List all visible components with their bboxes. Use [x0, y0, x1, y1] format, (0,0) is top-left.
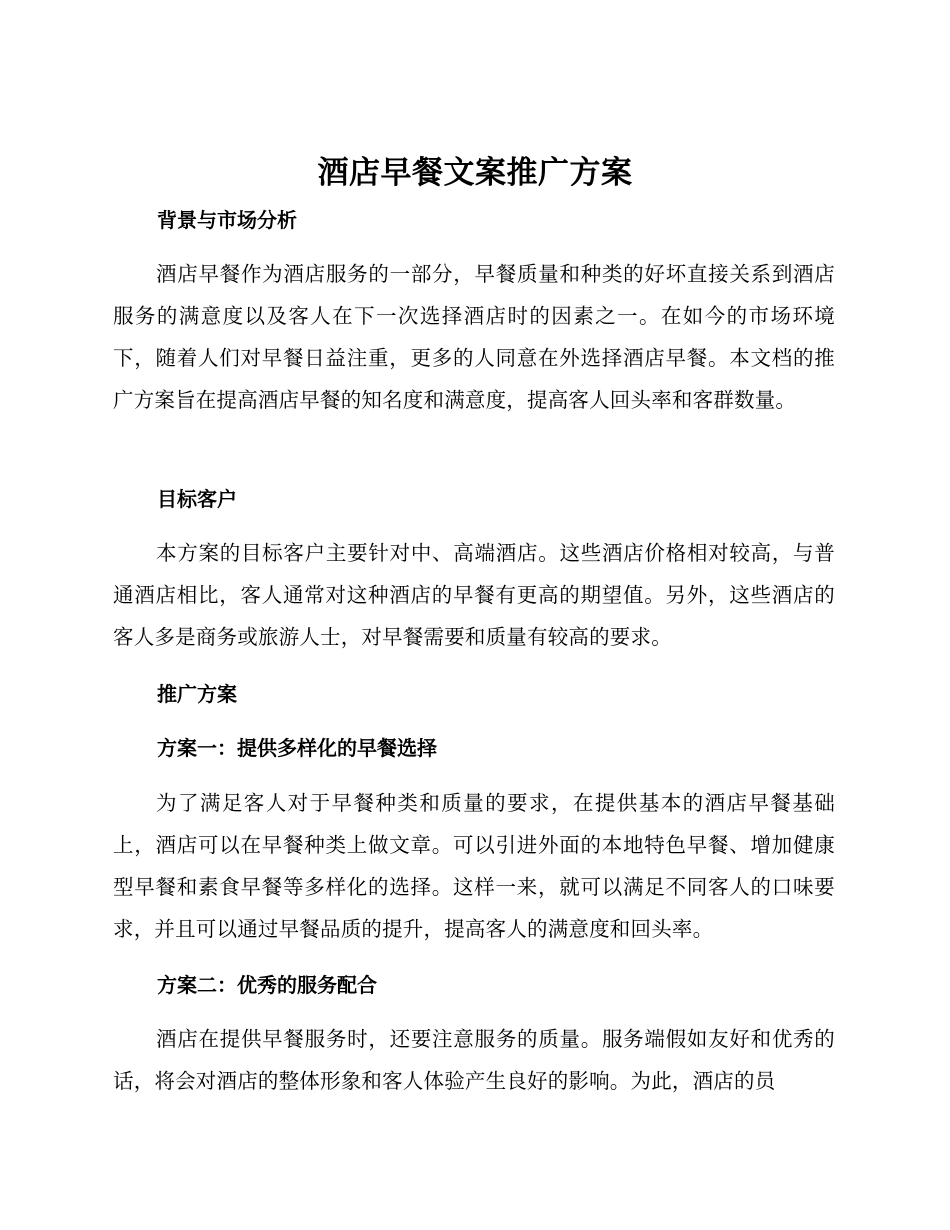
section-heading-plan-one: 方案一：提供多样化的早餐选择	[157, 736, 437, 760]
section-heading-promotion-plan: 推广方案	[157, 682, 237, 706]
document-title: 酒店早餐文案推广方案	[317, 155, 633, 191]
section-heading-target-customers: 目标客户	[157, 487, 237, 511]
section-paragraph-target-customers: 本方案的目标客户主要针对中、高端酒店。这些酒店价格相对较高，与普通酒店相比，客人通常对这种酒店的早餐有更高的期望值。另外，这些酒店的客人多是商务或旅游人士，对早餐需要和质量有较高的要求。	[113, 541, 835, 649]
section-heading-background: 背景与市场分析	[157, 208, 297, 232]
section-paragraph-background: 酒店早餐作为酒店服务的一部分，早餐质量和种类的好坏直接关系到酒店服务的满意度以及客人在下一次选择酒店时的因素之一。在如今的市场环境下，随着人们对早餐日益注重，更多的人同意在外选择酒店早餐。本文档的推广方案旨在提高酒店早餐的知名度和满意度，提高客人回头率和客群数量。	[113, 262, 835, 412]
section-paragraph-plan-two: 酒店在提供早餐服务时，还要注意服务的质量。服务端假如友好和优秀的话，将会对酒店的整体形象和客人体验产生良好的影响。为此，酒店的员	[113, 1027, 835, 1093]
section-heading-plan-two: 方案二：优秀的服务配合	[157, 973, 377, 997]
section-paragraph-plan-one: 为了满足客人对于早餐种类和质量的要求，在提供基本的酒店早餐基础上，酒店可以在早餐种类上做文章。可以引进外面的本地特色早餐、增加健康型早餐和素食早餐等多样化的选择。这样一来，就可以满足不同客人的口味要求，并且可以通过早餐品质的提升，提高客人的满意度和回头率。	[113, 791, 835, 941]
